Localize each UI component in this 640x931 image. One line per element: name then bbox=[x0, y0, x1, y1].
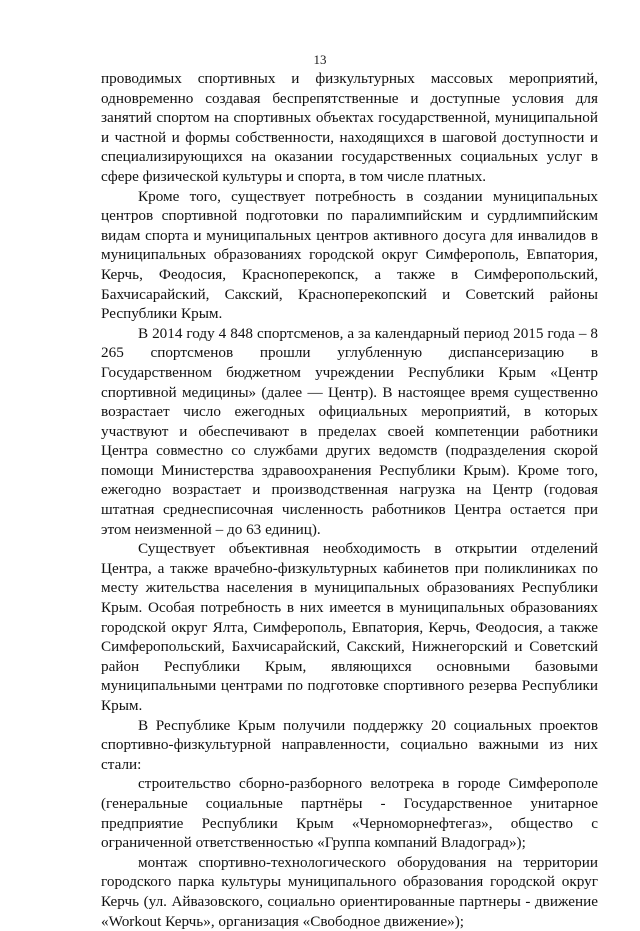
document-body bbox=[101, 69, 598, 931]
paragraph-social-projects: В Республике Крым получили поддержку 20 социальных проектов спортивно-физкультурной направленности, социально важными из них стали: bbox=[101, 716, 598, 773]
paragraph-medical-center: В 2014 году 4 848 спортсменов, а за календарный период 2015 года – 8 265 спортсменов прошли углубленную диспансеризацию в Государственном бюджетном учреждении Республики Крым «Центр спортивной медицины» (далее — Центр). В настоящее время существенно возрастает число ежегодных официальных мероприятий, в которых участвуют и обеспечивают в пределах своей компетенции работники Центра совместно со службами других ведомств (подразделения скорой помощи Министерства здравоохранения Республики Крым). Кроме того, ежегодно возрастает и производственная нагрузка на Центр (годовая штатная среднесписочная численность работников Центра остается при этом неизменной – до 63 единиц). bbox=[101, 324, 598, 538]
page-number: 13 bbox=[313, 52, 327, 67]
paragraph-paralympic-centers: Кроме того, существует потребность в создании муниципальных центров спортивной подготовки по паралимпийским и сурдлимпийским видам спорта и муниципальных центров активного досуга для инвалидов в муниципальных образованиях городской округ Симферополь, Евпатория, Керчь, Феодосия, Красноперекопск, а также в Симферопольский, Бахчисарайский, Сакский, Красноперекопский и Советский районы Республики Крым. bbox=[101, 187, 598, 323]
paragraph-kerch-equipment: монтаж спортивно-технологического оборудования на территории городского парка культуры муниципального образования городской округ Керчь (ул. Айвазовского, социально ориентированные партнеры - движение «Workout Керчь», организация «Свободное движение»); bbox=[101, 853, 598, 930]
paragraph-center-departments: Существует объективная необходимость в открытии отделений Центра, а также врачебно-физкультурных кабинетов при поликлиниках по месту жительства населения в муниципальных образованиях Республики Крым. Особая потребность в них имеется в муниципальных образованиях городской округ Ялта, Симферополь, Евпатория, Керчь, Феодосия, а также Симферопольский, Бахчисарайский, Сакский, Нижнегорский и Советский район Республики Крым, являющихся основными базовыми муниципальными центрами по подготовке спортивного резерва Республики Крым. bbox=[101, 540, 598, 714]
paragraph-sports-events: проводимых спортивных и физкультурных массовых мероприятий, одновременно создавая беспрепятственные и доступные условия для занятий спортом на спортивных объектах государственной, муниципальной и частной и формы собственности, находящихся в шаговой доступности и специализирующихся на оказании государственных социальных услуг в сфере физической культуры и спорта, в том числе платных. bbox=[101, 70, 598, 185]
paragraph-velodrome: строительство сборно-разборного велотрека в городе Симферополе (генеральные социальные партнёры - Государственное унитарное предприятие Республики Крым «Черноморнефтегаз», общество с ограниченной ответственностью «Группа компаний Владоград»); bbox=[101, 775, 598, 852]
